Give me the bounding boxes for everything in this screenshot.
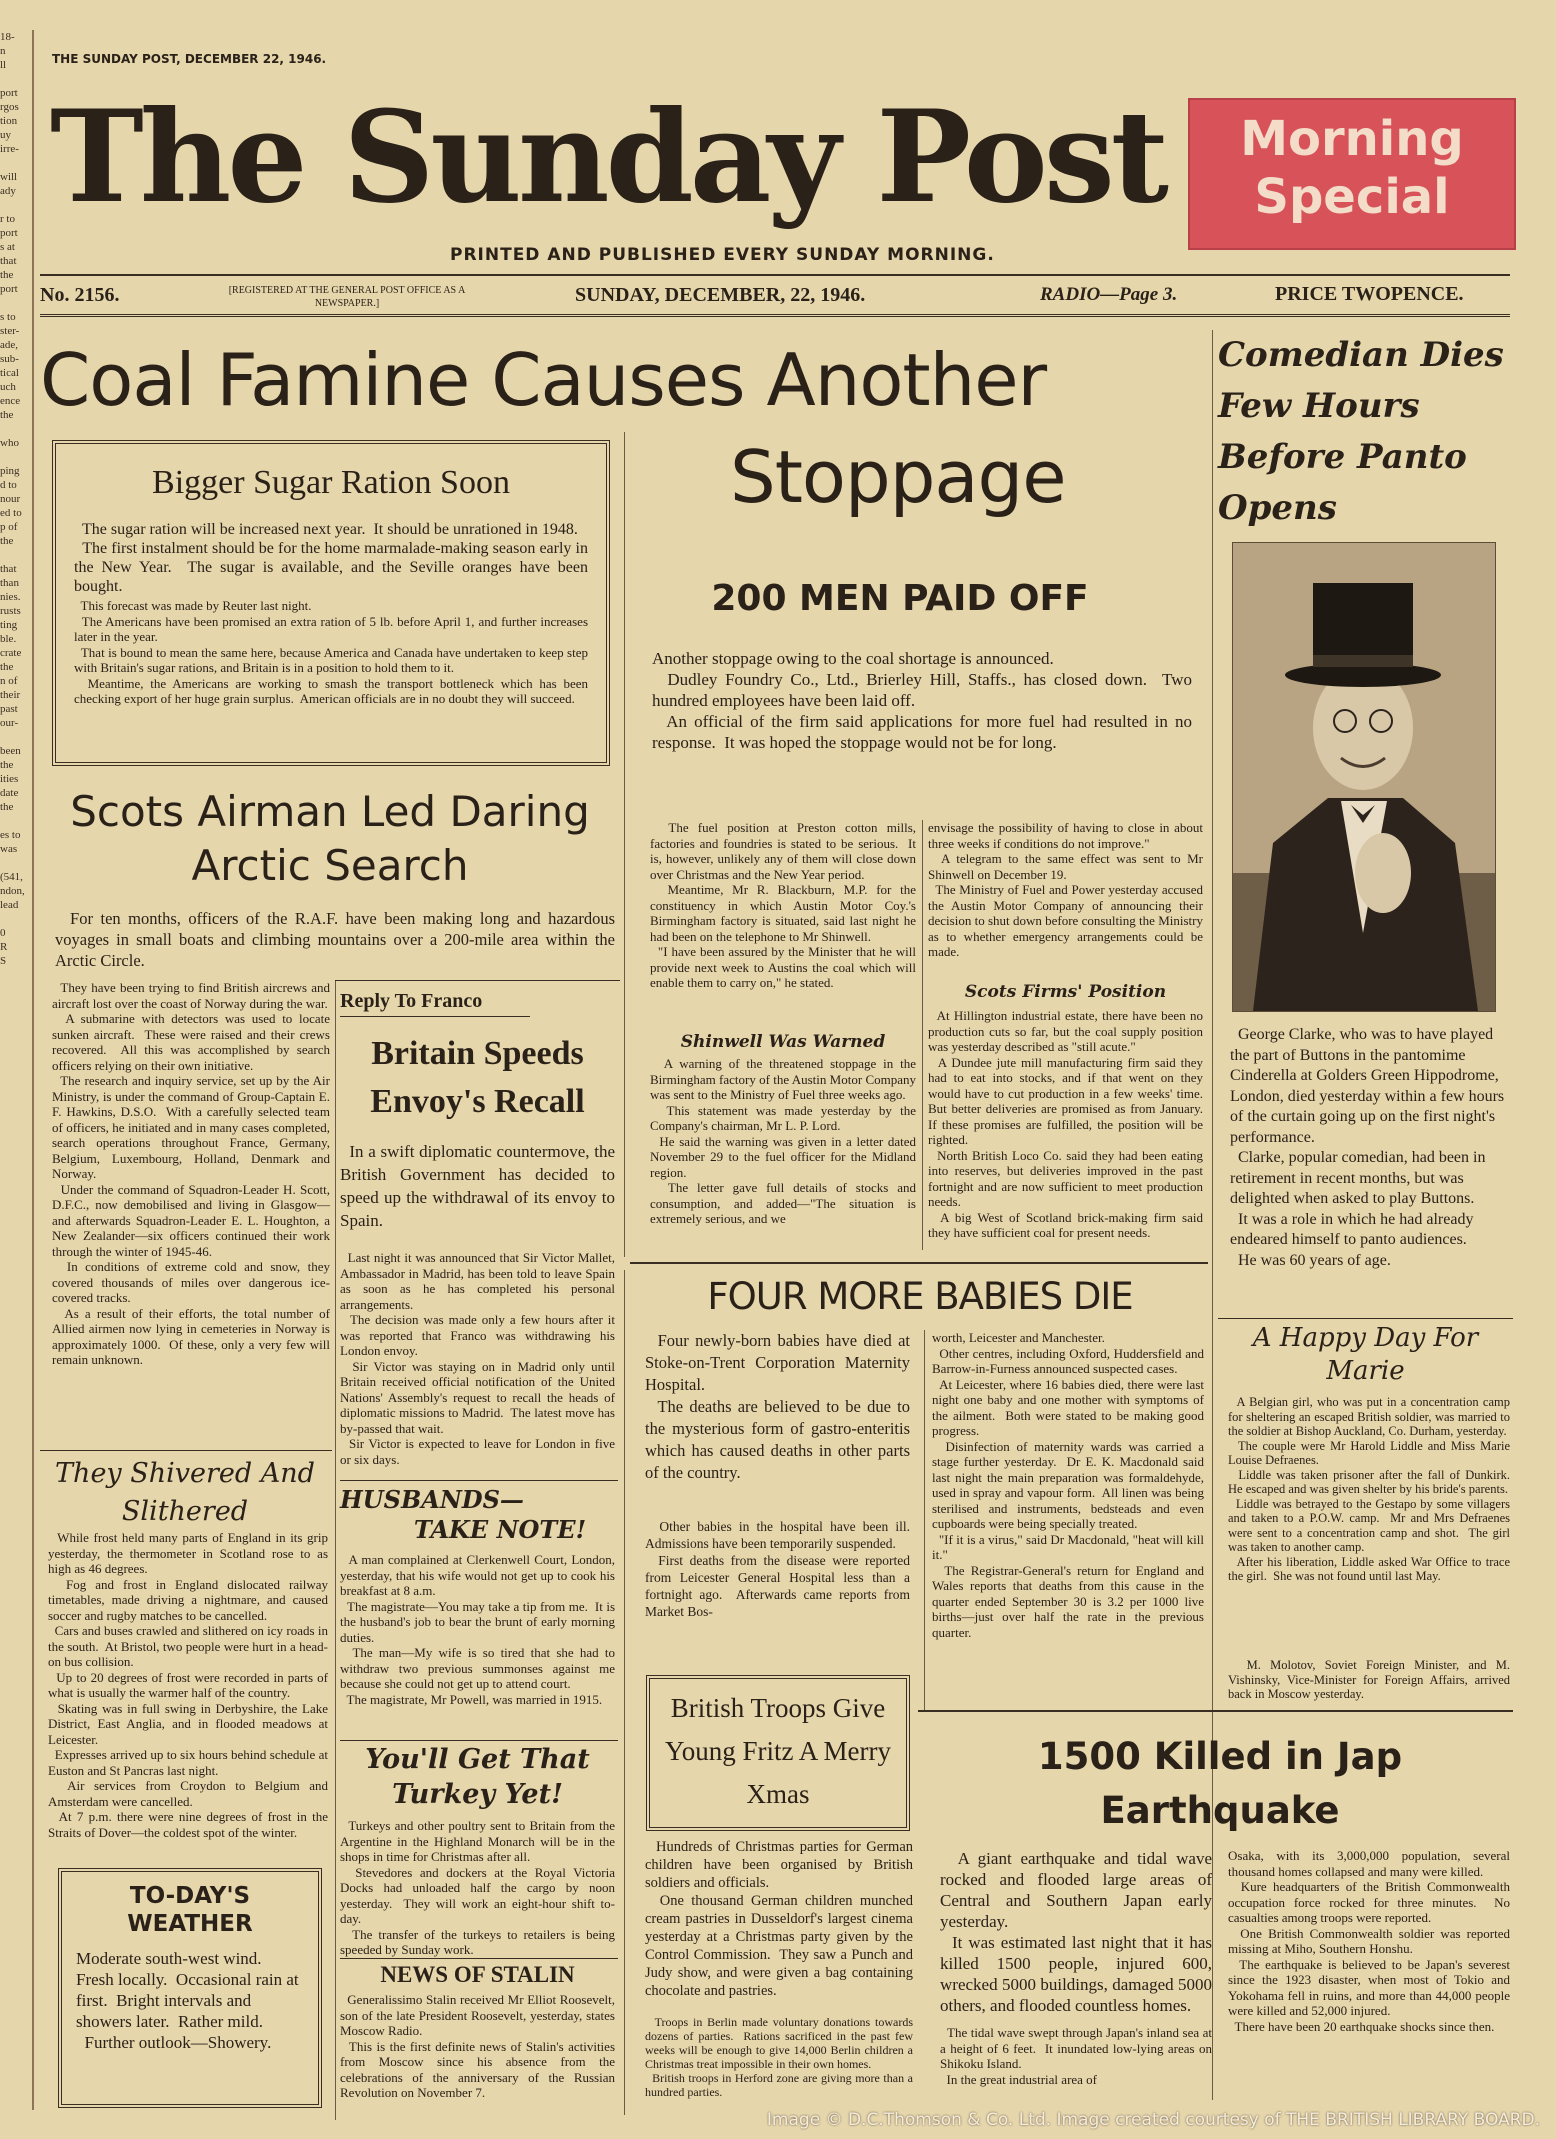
babies-col2: worth, Leicester and Manchester. Other centres, including Oxford, Huddersfield and Barrow-in-Furness announced suspected cases. At Leicester, where 16 babies died, there were last night one baby and one mother with symptoms of the ailment. Both were stated to be making good progress. Disinfection of maternity wards was carried a stage further yesterday. Dr E. K. Macdonald said last night the main preparation was formaldehyde, used in spray and vapour form. All linen was being sterilised and instruments, bedsteads and even cupboards were being specially treated. "If it is a virus," said Dr Macdonald, "heat will kill it." The Registrar-General's return for England and Wales reports that deaths from this cause in the quarter ended September 30 is 3.2 per 1000 live births—just over half the rate in the previous quarter. bbox=[932, 1330, 1205, 1640]
left-margin-fragments: 18- n ll port rgos tion uy irre- will ady r to port s at that the port s to ster- ade, sub- tical uch ence the who ping d to nour ed to p of the that than nies. rusts ting ble. crate the n of their past our- been the ities date the es to was (541, ndon, lead 0 R S bbox=[0, 31, 25, 967]
airman-text: They have been trying to find British aircrews and aircraft lost over the coast of Norway during the war. A submarine with detectors was used to locate sunken aircraft. These were raised and their crews recovered. All this was accomplished by search officers relying on their own initiative. The research and inquiry service, set up by the Air Ministry, is under the command of Group-Captain E. F. Hawkins, D.S.O. With a carefully selected team of officers, he initiated and in many cases completed, search operations throughout France, Germany, Belgium, Luxembourg, Holland, Denmark and Norway. Under the command of Squadron-Leader H. Scott, D.F.C., now demobilised and living in Glasgow—and afterwards Squadron-Leader E. L. Houghton, a New Zealander—six officers continued their work through the winter of 1945-46. In conditions of extreme cold and snow, they covered thousands of miles over dangerous ice-covered tracks. As a result of their efforts, the total number of Allied airmen now lying in cemeteries in Norway is approximately 1000. Of these, only a very few will remain unknown. bbox=[52, 980, 331, 1367]
special-line-1: Morning bbox=[1240, 111, 1464, 167]
radio-pointer: RADIO—Page 3. bbox=[1040, 284, 1178, 305]
fritz-text: Troops in Berlin made voluntary donations towards dozens of parties. Rations sacrificed in the past few weeks will be enough to give 14,000 Berlin children a Christmas treat impossible in their own homes. British troops in Herford zone are giving more than a hundred parties. bbox=[645, 2015, 913, 2099]
column-rule-4 bbox=[624, 1270, 625, 2115]
marie-text: A Belgian girl, who was put in a concentration camp for sheltering an escaped British soldier, was married to the soldier at Bishop Auckland, Co. Durham, yesterday. The couple were Mr Harold Liddle and Miss Marie Louise Defraenes. Liddle was taken prisoner after the fall of Dunkirk. He escaped and was given shelter by his bride's parents. Liddle was betrayed to the Gestapo by some villagers and taken to a P.O.W. camp. Mr and Mrs Defraenes were sent to a concentration camp and shot. The girl was taken to another camp. After his liberation, Liddle asked War Office to trace the girl. She was not found until last May. bbox=[1228, 1395, 1511, 1583]
fritz-box bbox=[646, 1675, 910, 1831]
column-rule-3 bbox=[335, 980, 336, 2120]
babies-headline: FOUR MORE BABIES DIE bbox=[707, 1275, 1133, 1318]
babies-rule bbox=[630, 1262, 1208, 1264]
marie-rule bbox=[1218, 1318, 1513, 1319]
fritz-headline: British Troops Give Young Fritz A Merry Xmas bbox=[664, 1693, 892, 1809]
marie-headline: A Happy Day For Marie bbox=[1252, 1323, 1479, 1386]
lead-col2b: At Hillington industrial estate, there have been no production cuts so far, but the coal supply position was yesterday described as "still acute." A Dundee jute mill manufacturing firm said they had to eat into stocks, and if that went on they would have to cut production in a few weeks' time. But better deliveries are promised as from January. If these promises are fulfilled, the position will be righted. North British Loco Co. said they had been eating into reserves, but deliveries improved in the past fortnight and are now sufficient to meet production needs. A big West of Scotland brick-making firm said they have sufficient coal for present needs. bbox=[928, 1008, 1203, 1240]
franco-headline: Britain Speeds Envoy's Recall bbox=[370, 1035, 585, 1120]
babies-col1-small: Other babies in the hospital have been ill. Admissions have been temporarily suspended. First deaths from the disease were reported from Leicester General Hospital less than a fortnight ago. Afterwards came reports from Market Bos- bbox=[645, 1519, 911, 1619]
price: PRICE TWOPENCE. bbox=[1275, 283, 1464, 305]
babies-col1: Four newly-born babies have died at Stoke-on-Trent Corporation Maternity Hospital. The deaths are believed to be due to the mysterious form of gastro-enteritis which has caused deaths in other parts of the country. bbox=[645, 1331, 911, 1482]
masthead-rule-bottom bbox=[40, 314, 1510, 317]
husbands-rule bbox=[340, 1480, 618, 1481]
issue-number: No. 2156. bbox=[40, 284, 120, 306]
lead-col1-subhead: Shinwell Was Warned bbox=[680, 1032, 886, 1052]
quake-col1: A giant earthquake and tidal wave rocked and flooded large areas of Central and Southern Japan early yesterday. It was estimated last night that it has killed 1500 people, injured 600, wrecked 5000 buildings, damaged 5000 others, and flooded countless homes. bbox=[940, 1849, 1213, 2015]
weather-headline: TO-DAY'S WEATHER bbox=[127, 1883, 253, 1937]
lead-col1: The fuel position at Preston cotton mills, factories and foundries is stated to be serious. It is, however, unlikely any of them will close down over Christmas and the New Year period. Meantime, Mr R. Blackburn, M.P. for the constituency in which Austin Motor Coy.'s Birmingham factory is situated, said last night he had been on the telephone to Mr Shinwell. "I have been assured by the Minister that he will provide next week to Austins the coal which will enable them to carry on," he stated. bbox=[650, 820, 917, 990]
sugar-text-small: This forecast was made by Reuter last night. The Americans have been promised an extra ration of 5 lb. before April 1, and further increases later in the year. That is bound to mean the same here, because America and Canada have undertaken to keep step with Britain's sugar rations, and Britain is in a position to hold them to it. Meantime, the Americans are working to smash the transport bottleneck which has been checking export of her huge grain surplus. American officials are in no doubt they will succeed. bbox=[74, 598, 589, 706]
stalin-rule bbox=[340, 1958, 618, 1959]
comedian-text: George Clarke, who was to have played the part of Buttons in the pantomime Cinderella at Golders Green Hippodrome, London, died yesterday within a few hours of the curtain going up on the first night's performance. Clarke, popular comedian, had been in retirement in recent months, but was delighted when asked to play Buttons. It was a role in which he had already endeared himself to panto audiences. He was 60 years of age. bbox=[1230, 1026, 1505, 1269]
shivered-text: While frost held many parts of England in its grip yesterday, the thermometer in Scotland rose to as high as 46 degrees. Fog and frost in England dislocated railway timetables, made driving a nightmare, and caused soccer and rugby matches to be cancelled. Cars and buses crawled and slithered on icy roads in the south. At Bristol, two people were hurt in a head-on bus collision. Up to 20 degrees of frost were recorded in parts of what is usually the warmer half of the country. Skating was in full swing in Derbyshire, the Lake District, East Anglia, and in flooded meadows at Leicester. Expresses arrived up to six hours behind schedule at Euston and St Pancras last night. Air services from Croydon to Belgium and Amsterdam were cancelled. At 7 p.m. there were nine degrees of frost in the Straits of Dover—the coldest spot of the winter. bbox=[48, 1530, 329, 1840]
airman-intro: For ten months, officers of the R.A.F. have been making long and hazardous voyages in small boats and climbing mountains over a 200-mile area within the Arctic Circle. bbox=[55, 909, 620, 970]
quake-headline: 1500 Killed in Jap Earthquake bbox=[1037, 1735, 1403, 1832]
image-credit: Image © D.C.Thomson & Co. Ltd. Image created courtesy of THE BRITISH LIBRARY BOARD. bbox=[766, 2110, 1540, 2130]
stalin-text: Generalissimo Stalin received Mr Elliot Roosevelt, son of the late President Roosevelt, yesterday, states Moscow Radio. This is the first definite news of Stalin's activities from Moscow since his absence from the celebrations of the anniversary of the Russian Revolution on November 7. bbox=[340, 1992, 616, 2100]
quake-col2: Osaka, with its 3,000,000 population, several thousand homes collapsed and many were killed. Kure headquarters of the British Commonwealth occupation force rocked for three minutes. No casualties among troops were reported. One British Commonwealth soldier was reported missing at Miho, Southern Honshu. The earthquake is believed to be Japan's severest since the 1923 disaster, when most of Tokio and Yokohama fell in ruins, and more than 44,000 people were killed and 52,000 injured. There have been 20 earthquake shocks since then. bbox=[1228, 1848, 1510, 2034]
weather-text: Moderate south-west wind. Fresh locally. Occasional rain at first. Bright intervals and showers later. Rather mild. Further outlook—Showery. bbox=[76, 1949, 299, 2052]
lead-headline-2: Stoppage bbox=[730, 435, 1066, 519]
column-rule-1 bbox=[624, 432, 625, 1257]
special-line-2: Special bbox=[1254, 169, 1450, 225]
lead-col2: envisage the possibility of having to close in about three weeks if conditions do not improve." A telegram to the same effect was sent to Mr Shinwell on December 19. The Ministry of Fuel and Power yesterday accused the Austin Motor Company of announcing their decision to shut down before consulting the Ministry as to whether emergency arrangements could be made. bbox=[928, 820, 1204, 959]
husbands-headline-2: TAKE NOTE! bbox=[413, 1515, 587, 1544]
husbands-headline-1: HUSBANDS— bbox=[340, 1485, 524, 1514]
husbands-text: A man complained at Clerkenwell Court, London, yesterday, that his wife would not get up to cook his breakfast at 8 a.m. The magistrate—You may take a tip from me. It is the husband's job to bear the brunt of early morning duties. The man—My wife is so tired that she had to withdraw two previous summonses against me because she could not get up to attend court. The magistrate, Mr Powell, was married in 1915. bbox=[340, 1552, 616, 1707]
lead-col-rule bbox=[922, 820, 923, 1250]
weather-box bbox=[58, 1868, 322, 2108]
quake-col1-small: The tidal wave swept through Japan's inland sea at a height of 6 feet. It inundated low-lying areas on Shikoku Island. In the great industrial area of bbox=[940, 2025, 1212, 2087]
lead-intro: Another stoppage owing to the coal shortage is announced. Dudley Foundry Co., Ltd., Brierley Hill, Staffs., has closed down. Two hundred employees have been laid off. An official of the firm said applications for more fuel had resulted in no response. It was hoped the stoppage would not be for long. bbox=[652, 649, 1193, 752]
masthead-title: The Sunday Post bbox=[50, 83, 1165, 231]
quake-rule bbox=[918, 1710, 1513, 1712]
molotov-text: M. Molotov, Soviet Foreign Minister, and M. Vishinsky, Vice-Minister for Foreign Affairs, arrived back in Moscow yesterday. bbox=[1228, 1658, 1514, 1701]
lead-col1b: A warning of the threatened stoppage in the Birmingham factory of the Austin Motor Company was sent to the Ministry of Fuel three weeks ago. This statement was made yesterday by the Company's chairman, Mr L. P. Lord. He said the warning was given in a letter dated November 29 to the fuel officer for the Midland region. The letter gave full details of stocks and consumption, and added—"The situation is extremely serious, and we bbox=[650, 1056, 917, 1226]
turkey-rule bbox=[340, 1740, 618, 1741]
hand bbox=[1355, 833, 1411, 913]
franco-intro: In a swift diplomatic countermove, the British Government has decided to speed up the withdrawal of its envoy to Spain. bbox=[340, 1142, 620, 1230]
masthead-rule-top bbox=[40, 274, 1510, 276]
tagline: PRINTED AND PUBLISHED EVERY SUNDAY MORNING. bbox=[450, 245, 995, 265]
shivered-headline: They Shivered And Slithered bbox=[55, 1458, 315, 1527]
lead-subhead: 200 MEN PAID OFF bbox=[711, 578, 1089, 619]
dateline: THE SUNDAY POST, DECEMBER 22, 1946. bbox=[52, 52, 327, 66]
sugar-text: The sugar ration will be increased next year. It should be unrationed in 1948. The first instalment should be for the home marmalade-making season early in the New Year. The sugar is available, and the Seville oranges have been bought. bbox=[74, 521, 589, 595]
issue-date: SUNDAY, DECEMBER, 22, 1946. bbox=[575, 284, 866, 306]
comedian-headline: Comedian Dies Few Hours Before Panto Opens bbox=[1218, 335, 1504, 528]
lead-headline: Coal Famine Causes Another bbox=[40, 338, 1047, 422]
morning-special-badge bbox=[1188, 98, 1516, 250]
airman-headline: Scots Airman Led Daring Arctic Search bbox=[70, 787, 590, 890]
sugar-headline: Bigger Sugar Ration Soon bbox=[152, 464, 510, 501]
page-fold bbox=[32, 30, 34, 2110]
hat-band bbox=[1313, 655, 1413, 667]
lead-col2-subhead: Scots Firms' Position bbox=[964, 982, 1167, 1002]
stalin-headline: NEWS OF STALIN bbox=[380, 1962, 575, 1987]
comedian-photo-svg bbox=[1233, 543, 1495, 1011]
registered-note: [REGISTERED AT THE GENERAL POST OFFICE AS A NEWSPAPER.] bbox=[228, 285, 466, 309]
franco-kicker: Reply To Franco bbox=[340, 990, 530, 1017]
comedian-photo bbox=[1232, 542, 1496, 1012]
turkey-headline: You'll Get That Turkey Yet! bbox=[365, 1744, 590, 1810]
sugar-box bbox=[52, 440, 610, 766]
babies-col-rule bbox=[924, 1330, 925, 1710]
turkey-text: Turkeys and other poultry sent to Britain from the Argentine in the Highland Monarch will be in the shops in time for Christmas after all. Stevedores and dockers at the Royal Victoria Docks had unloaded half the cargo by noon yesterday. They will work an eight-hour shift to-day. The transfer of the turkeys to retailers is being speeded by Sunday work. bbox=[340, 1818, 616, 1957]
fritz-intro: Hundreds of Christmas parties for German children have been organised by British soldiers and officials. One thousand German children munched cream pastries in Dusseldorf's largest cinema yesterday at a Christmas party given by the Control Commission. They saw a Punch and Judy show, and were given a bag containing chocolate and pastries. bbox=[645, 1839, 914, 1999]
shivered-rule bbox=[40, 1450, 332, 1451]
airman-rule bbox=[335, 980, 620, 981]
franco-text: Last night it was announced that Sir Victor Mallet, Ambassador in Madrid, has been told to leave Spain as soon as he has completed his personal arrangements. The decision was made only a few hours after it was reported that Franco was withdrawing his London envoy. Sir Victor was staying on in Madrid only until Britain received official notification of the United Nations' Assembly's request to recall the heads of diplomatic missions to Madrid. The latest move has by-passed that wait. Sir Victor is expected to leave for London in five or six days. bbox=[340, 1250, 616, 1467]
